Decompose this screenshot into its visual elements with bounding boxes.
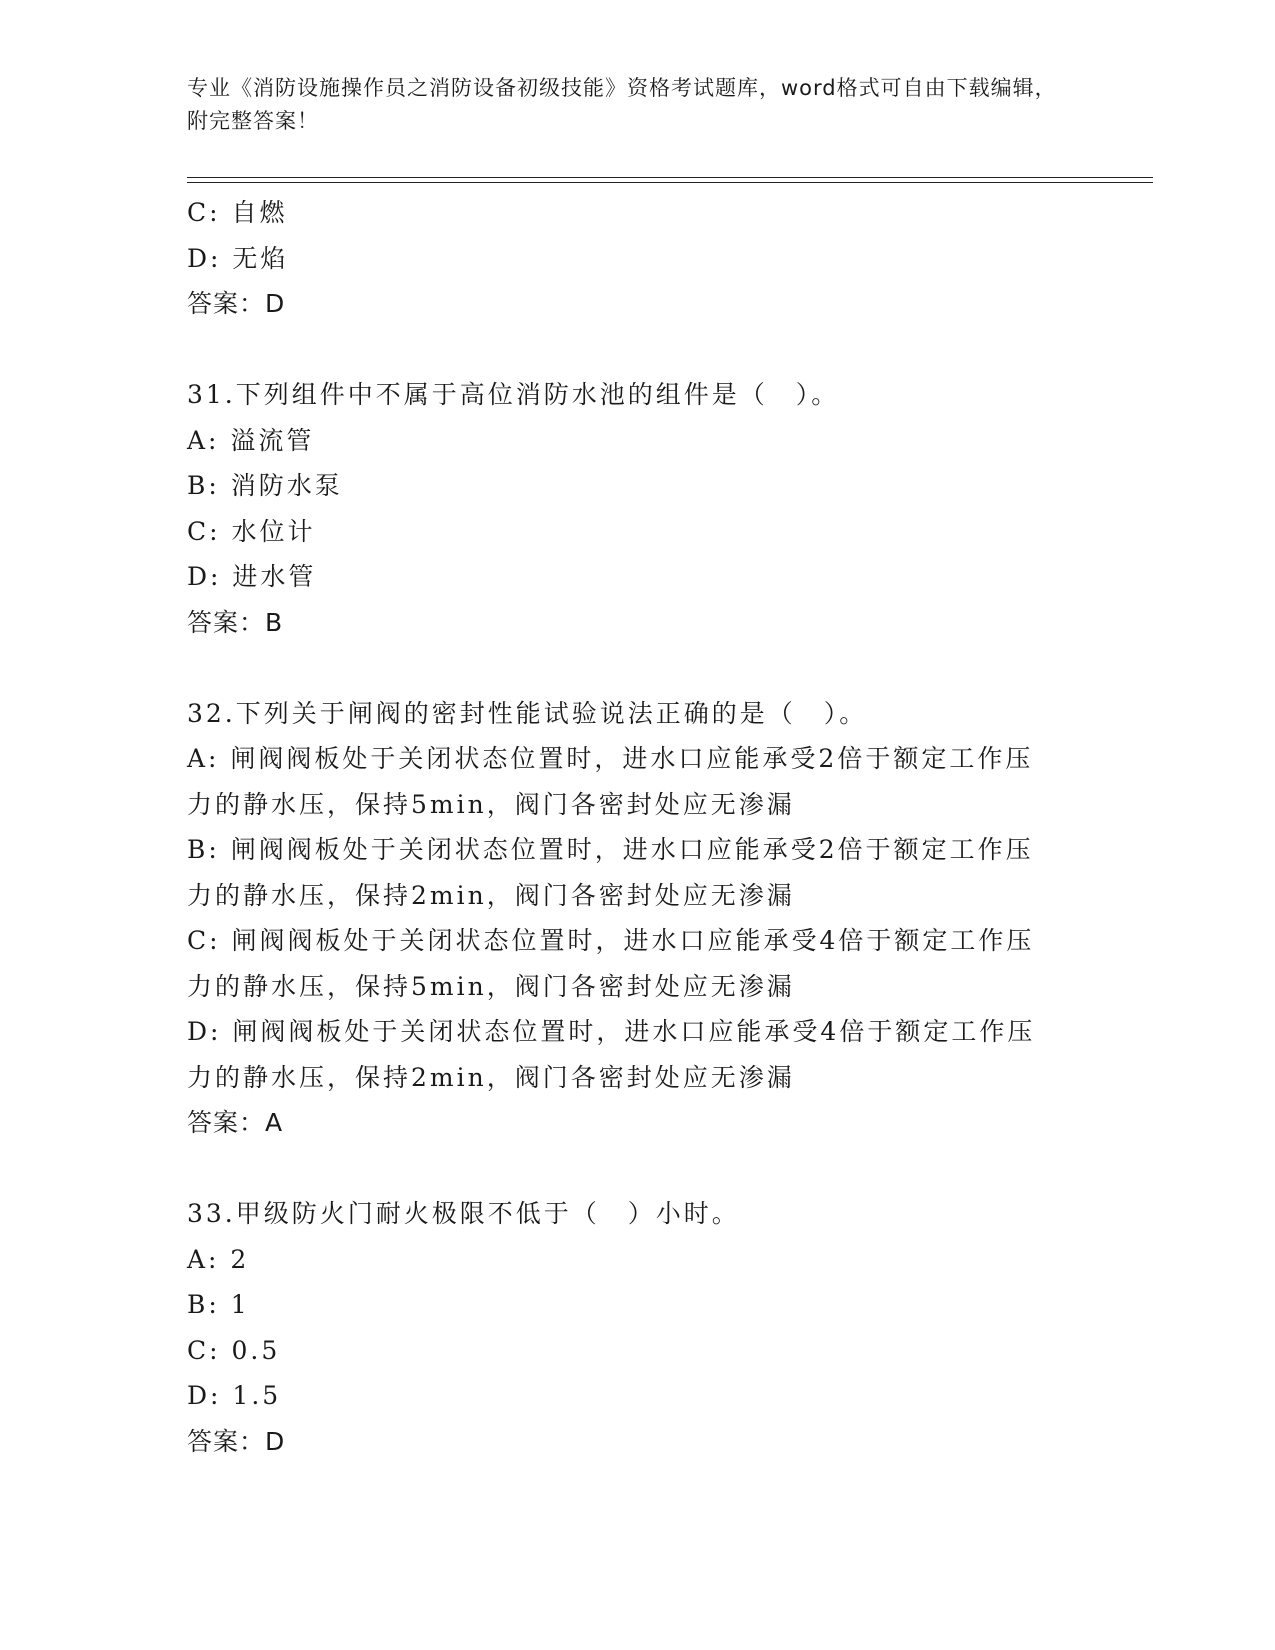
document-header: 专业《消防设施操作员之消防设备初级技能》资格考试题库，word格式可自由下载编辑，附完整答案！: [187, 76, 1057, 133]
option-a: A: 溢流管: [187, 425, 315, 455]
option-c: C: 0.5: [187, 1335, 281, 1365]
option-d: D: 无焰: [187, 243, 289, 273]
question-33: [187, 1191, 1087, 1464]
option-d: D: 1.5: [187, 1381, 282, 1410]
option-a-cont: 力的静水压，保持5min，阀门各密封处应无渗漏: [187, 789, 795, 819]
answer-line: 答案：B: [187, 607, 284, 637]
option-b-cont: 力的静水压，保持2min，阀门各密封处应无渗漏: [187, 880, 795, 910]
option-d-cont: 力的静水压，保持2min，阀门各密封处应无渗漏: [187, 1062, 795, 1092]
option-c: C: 闸阀阀板处于关闭状态位置时，进水口应能承受4倍于额定工作压: [187, 926, 1035, 955]
header-rule-top: [187, 177, 1153, 178]
option-b: B: 消防水泵: [187, 471, 343, 500]
option-a: A: 2: [187, 1244, 250, 1274]
answer-line: 答案：D: [187, 1426, 286, 1456]
option-d: D: 进水管: [187, 562, 317, 591]
question-31: [187, 372, 1087, 645]
question-32: [187, 691, 1087, 1146]
question-stem: 31.下列组件中不属于高位消防水池的组件是（ ）。: [187, 380, 840, 409]
option-b: B: 1: [187, 1290, 250, 1319]
option-b: B: 闸阀阀板处于关闭状态位置时，进水口应能承受2倍于额定工作压: [187, 835, 1034, 864]
option-a: A: 闸阀阀板处于关闭状态位置时，进水口应能承受2倍于额定工作压: [187, 744, 1034, 773]
question-stem: 32.下列关于闸阀的密封性能试验说法正确的是（ ）。: [187, 698, 868, 728]
option-c: C: 自燃: [187, 198, 288, 227]
option-c: C: 水位计: [187, 516, 316, 546]
answer-line: 答案：A: [187, 1108, 284, 1137]
question-list: [187, 190, 1087, 1464]
option-d: D: 闸阀阀板处于关闭状态位置时，进水口应能承受4倍于额定工作压: [187, 1017, 1036, 1046]
answer-line: 答案：D: [187, 289, 286, 318]
option-c-cont: 力的静水压，保持5min，阀门各密封处应无渗漏: [187, 971, 795, 1001]
question-stem: 33.甲级防火门耐火极限不低于（ ）小时。: [187, 1199, 740, 1228]
previous-question-tail: [187, 190, 1087, 327]
header-rule-bottom: [187, 182, 1153, 183]
